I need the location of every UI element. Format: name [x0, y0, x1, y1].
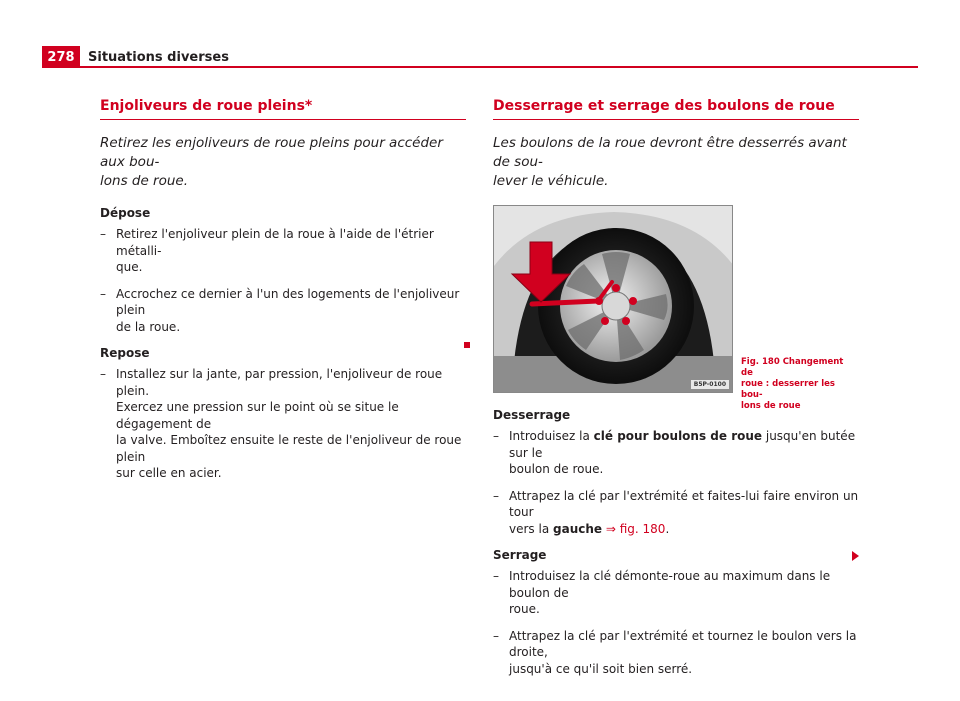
- subheading-removal: Dépose: [100, 206, 151, 220]
- list-item: – Installez sur la jante, par pression, l'enjoliveur de roue plein. Exercez une pression sur le point où se situe le dégagement de la valve. Emboîtez ensuite le reste de l'enjoliveur de roue plein sur celle en acier.: [100, 367, 462, 480]
- running-header-title: Situations diverses: [88, 50, 229, 65]
- intro-text: Les boulons de la roue devront être desserrés avant de sou- lever le véhicule.: [493, 135, 847, 189]
- wheel-bolt-illustration: [494, 206, 733, 393]
- list-item: – Retirez l'enjoliveur plein de la roue à l'aide de l'étrier métalli- que.: [100, 227, 434, 274]
- list-item: – Attrapez la clé par l'extrémité et faites-lui faire environ un tour vers la gauche ⇒ fig. 180.: [493, 488, 859, 536]
- wheel-photo: [493, 205, 733, 393]
- section-heading-wheel-covers: Enjoliveurs de roue pleins*: [100, 98, 466, 120]
- subheading-installation: Repose: [100, 346, 150, 360]
- list-item: – Introduisez la clé démonte-roue au maximum dans le boulon de roue.: [493, 569, 831, 616]
- red-triangle-arrow-icon: [852, 551, 859, 561]
- red-square-icon: [464, 342, 470, 348]
- left-column: [100, 98, 466, 492]
- section-heading-wheel-bolts: Desserrage et serrage des boulons de roue: [493, 98, 859, 120]
- list-item: – Attrapez la clé par l'extrémité et tournez le boulon vers la droite, jusqu'à ce qu'il soit bien serré.: [493, 628, 857, 676]
- figure-180: [493, 205, 859, 411]
- subheading-tightening: Serrage: [493, 548, 547, 562]
- image-code: B5P-0100: [691, 380, 729, 389]
- figure-caption: Fig. 180 Changement de roue : desserrer les bou- lons de roue: [741, 357, 844, 411]
- list-item: – Introduisez la clé pour boulons de roue jusqu'en butée sur le boulon de roue.: [493, 429, 856, 476]
- intro-text: Retirez les enjoliveurs de roue pleins pour accéder aux bou- lons de roue.: [100, 135, 443, 189]
- header-rule: [80, 66, 918, 68]
- subheading-loosening: Desserrage: [493, 408, 571, 422]
- figure-reference-link[interactable]: ⇒ fig. 180: [605, 521, 666, 536]
- page-number: 278: [42, 46, 80, 68]
- right-column: [493, 98, 859, 687]
- list-item: – Accrochez ce dernier à l'un des logements de l'enjoliveur plein de la roue.: [100, 286, 460, 334]
